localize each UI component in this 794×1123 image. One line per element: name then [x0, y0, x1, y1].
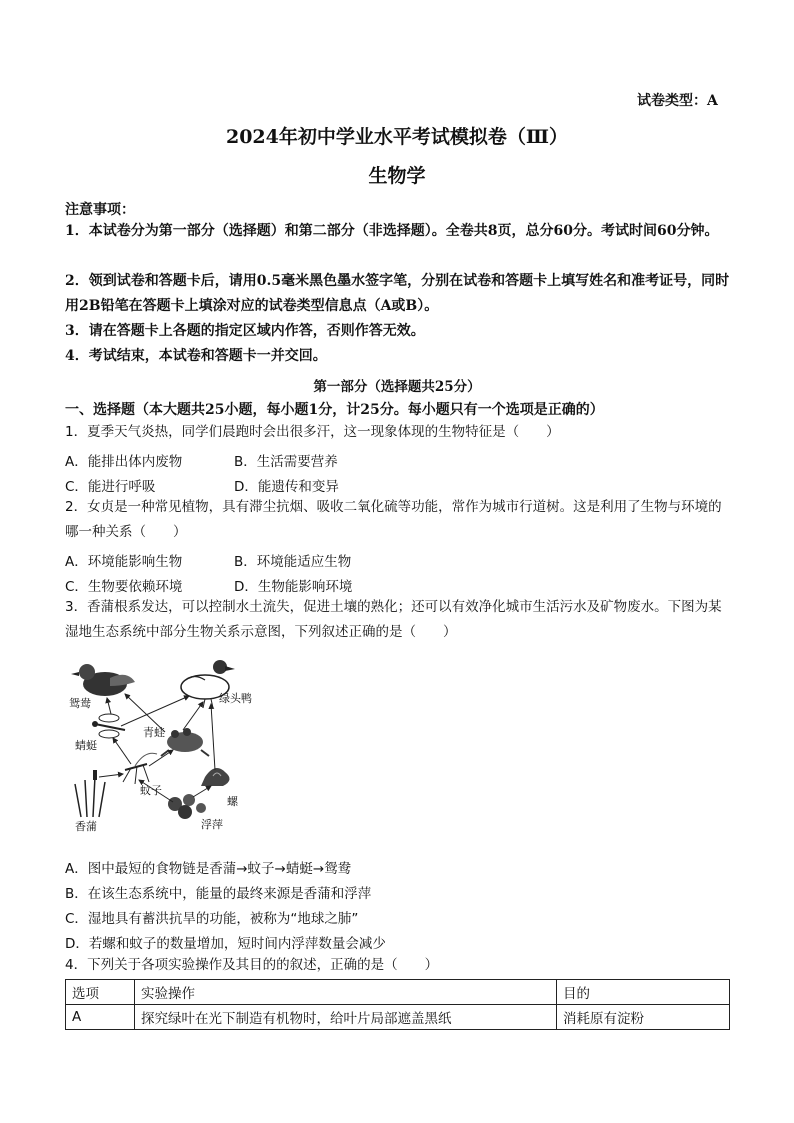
- label-mandarin-duck: 鸳鸯: [69, 697, 91, 710]
- experiment-table: [65, 979, 730, 1030]
- table-cell-operation: 探究绿叶在光下制造有机物时，给叶片局部遮盖黑纸: [135, 1005, 557, 1030]
- question-1-option-b: B．生活需要营养: [234, 454, 338, 470]
- question-3-stem: 3．香蒲根系发达，可以控制水土流失，促进土壤的熟化；还可以有效净化城市生活污水及矿物废水。下图为某湿地生态系统中部分生物关系示意图，下列叙述正确的是（ ）: [65, 599, 722, 640]
- question-2-option-b: B．环境能适应生物: [234, 554, 352, 570]
- question-3-option-d: D．若螺和蚊子的数量增加，短时间内浮萍数量会减少: [65, 936, 386, 952]
- question-3-option-a: A．图中最短的食物链是香蒲→蚊子→蜻蜓→鸳鸯: [65, 861, 352, 877]
- question-2-option-d: D．生物能影响环境: [234, 579, 353, 595]
- table-cell-option: A: [66, 1005, 135, 1030]
- notice-item: 3．请在答题卡上各题的指定区域内作答，否则作答无效。: [65, 323, 425, 339]
- mosquito-icon: [123, 753, 157, 784]
- question-1-stem: 1．夏季天气炎热，同学们晨跑时会出很多汗，这一现象体现的生物特征是（ ）: [65, 424, 560, 440]
- question-1-option-a: A．能排出体内废物: [65, 454, 183, 470]
- exam-title: 2024年初中学业水平考试模拟卷（Ⅲ）: [225, 126, 569, 148]
- subject-title: 生物学: [368, 165, 426, 187]
- part1-heading: 第一部分（选择题共25分）: [313, 379, 481, 395]
- label-mosquito: 蚊子: [140, 784, 162, 797]
- label-duckweed: 浮萍: [201, 818, 223, 831]
- paper-type-label: 试卷类型：A: [637, 93, 718, 109]
- label-frog: 青蛙: [143, 726, 165, 739]
- food-web-diagram: [65, 652, 265, 832]
- label-snail: 螺: [227, 795, 238, 808]
- question-2-option-c: C．生物要依赖环境: [65, 579, 183, 595]
- question-1-option-c: C．能进行呼吸: [65, 479, 156, 495]
- question-3-option-b: B．在该生态系统中，能量的最终来源是香蒲和浮萍: [65, 886, 372, 902]
- frog-icon: [161, 728, 209, 756]
- table-header-operation: 实验操作: [135, 980, 557, 1005]
- table-cell-purpose: 消耗原有淀粉: [557, 1005, 730, 1030]
- snail-icon: [201, 768, 230, 786]
- duckweed-icon: [168, 794, 206, 819]
- question-2-option-a: A．环境能影响生物: [65, 554, 183, 570]
- table-header-option: 选项: [66, 980, 135, 1005]
- table-header-row: [66, 980, 730, 1005]
- label-cattail: 香蒲: [75, 820, 97, 832]
- question-1-option-d: D．能遗传和变异: [234, 479, 339, 495]
- table-header-purpose: 目的: [557, 980, 730, 1005]
- label-dragonfly: 蜻蜓: [75, 739, 97, 752]
- table-row: [66, 1005, 730, 1030]
- section-heading: 一、选择题（本大题共25小题，每小题1分，计25分。每小题只有一个选项是正确的）: [65, 402, 604, 418]
- question-3-option-c: C．湿地具有蓄洪抗旱的功能，被称为“地球之肺”: [65, 911, 359, 927]
- question-2-stem: 2．女贞是一种常见植物，具有滞尘抗烟、吸收二氧化硫等功能，常作为城市行道树。这是利用了生物与环境的哪一种关系（ ）: [65, 499, 722, 540]
- notice-heading: 注意事项：: [65, 202, 135, 218]
- dragonfly-icon: [92, 714, 125, 738]
- notice-item: 4．考试结束，本试卷和答题卡一并交回。: [65, 348, 327, 364]
- notice-item: 1．本试卷分为第一部分（选择题）和第二部分（非选择题）。全卷共8页，总分60分。考试时间60分钟。: [65, 223, 719, 239]
- notice-item: 2．领到试卷和答题卡后，请用0.5毫米黑色墨水签字笔，分别在试卷和答题卡上填写姓名和准考证号，同时用2B铅笔在答题卡上填涂对应的试卷类型信息点（A或B）。: [65, 273, 730, 314]
- label-mallard: 绿头鸭: [219, 692, 252, 705]
- question-4-stem: 4．下列关于各项实验操作及其目的的叙述，正确的是（ ）: [65, 957, 439, 973]
- mandarin-duck-icon: [71, 664, 135, 696]
